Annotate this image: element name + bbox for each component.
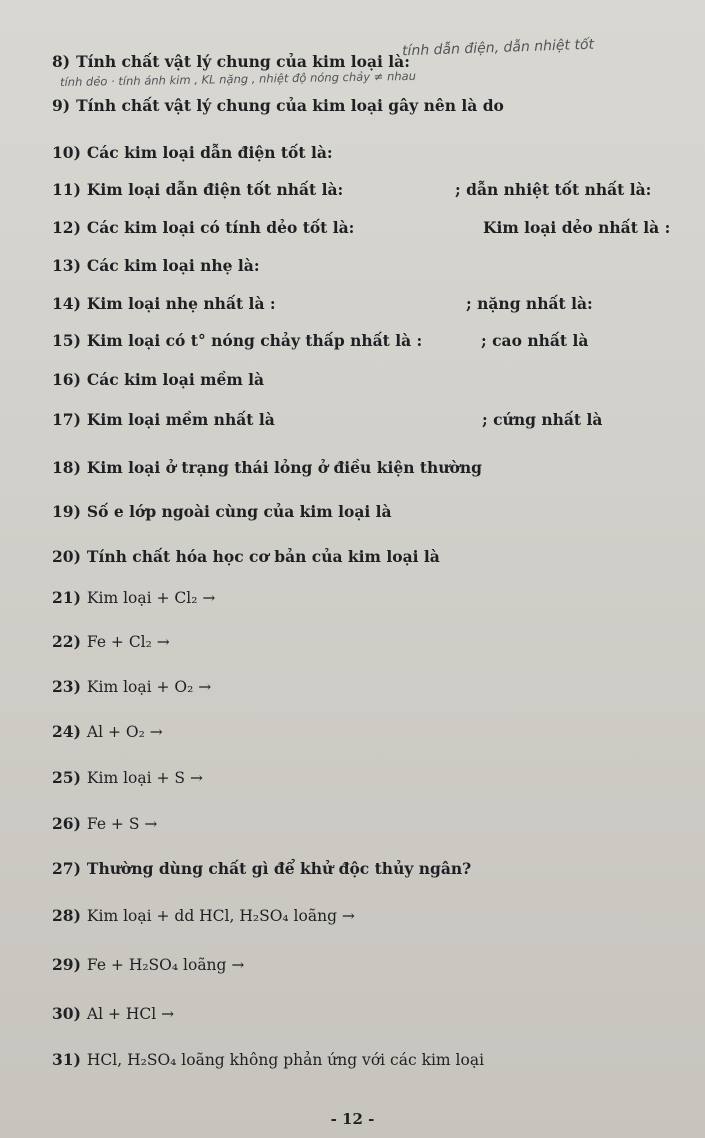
question-14: 14) Kim loại nhẹ nhất là : (52, 294, 276, 313)
question-9: 9) Tính chất vật lý chung của kim loại gây nên là do (52, 96, 504, 115)
page-number: - 12 - (330, 1110, 375, 1128)
question-12: 12) Các kim loại có tính dẻo tốt là: (52, 218, 355, 237)
question-11-right: ; dẫn nhiệt tốt nhất là: (455, 180, 652, 199)
question-27: 27) Thường dùng chất gì để khử độc thủy ngân? (52, 859, 472, 878)
question-14-right: ; nặng nhất là: (466, 294, 593, 313)
question-26: 26) Fe + S → (52, 814, 158, 833)
question-12-right: Kim loại dẻo nhất là : (483, 218, 671, 237)
question-28: 28) Kim loại + dd HCl, H₂SO₄ loãng → (52, 906, 355, 925)
question-10: 10) Các kim loại dẫn điện tốt là: (52, 143, 333, 162)
question-15-right: ; cao nhất là (481, 331, 589, 350)
question-17: 17) Kim loại mềm nhất là (52, 410, 275, 429)
question-17-right: ; cứng nhất là (482, 410, 603, 429)
question-16: 16) Các kim loại mềm là (52, 370, 265, 389)
question-23: 23) Kim loại + O₂ → (52, 677, 212, 696)
question-11: 11) Kim loại dẫn điện tốt nhất là: (52, 180, 344, 199)
question-20: 20) Tính chất hóa học cơ bản của kim loại là (52, 547, 440, 566)
question-13: 13) Các kim loại nhẹ là: (52, 256, 260, 275)
question-19: 19) Số e lớp ngoài cùng của kim loại là (52, 502, 392, 521)
question-21: 21) Kim loại + Cl₂ → (52, 588, 216, 607)
question-22: 22) Fe + Cl₂ → (52, 632, 170, 651)
question-24: 24) Al + O₂ → (52, 722, 163, 741)
handwriting-line-1: tính dẫn điện, dẫn nhiệt tốt (401, 36, 595, 60)
handwriting-line-2: tính dẻo · tính ánh kim , KL nặng , nhiệt độ nóng chảy ≠ nhau (59, 68, 417, 90)
question-31: 31) HCl, H₂SO₄ loãng không phản ứng với các kim loại (52, 1050, 485, 1069)
question-25: 25) Kim loại + S → (52, 768, 203, 787)
question-29: 29) Fe + H₂SO₄ loãng → (52, 955, 245, 974)
question-30: 30) Al + HCl → (52, 1004, 175, 1023)
question-8: 8) Tính chất vật lý chung của kim loại là: (52, 52, 410, 71)
question-18: 18) Kim loại ở trạng thái lỏng ở điều kiện thường (52, 458, 482, 477)
question-15: 15) Kim loại có t° nóng chảy thấp nhất là : (52, 331, 423, 350)
